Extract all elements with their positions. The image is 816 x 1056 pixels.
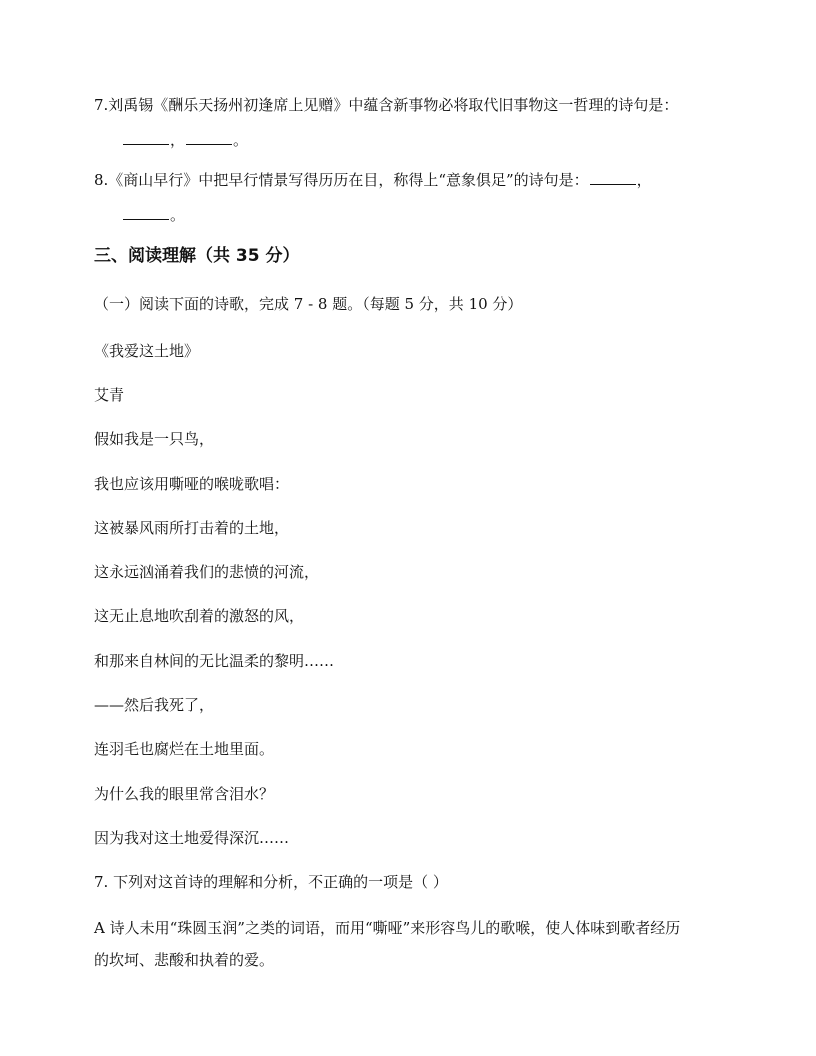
poem-line: 这被暴风雨所打击着的土地， [94,519,290,537]
poem-line: 我也应该用嘶哑的喉咙歌唱： [94,475,290,493]
poem-line: 这永远汹涌着我们的悲愤的河流， [94,563,320,581]
poem-author: 艾青 [94,386,125,404]
poem-line: 这无止息地吹刮着的激怒的风， [94,607,305,625]
poem-line: ——然后我死了， [94,696,215,714]
part-instruction: （一）阅读下面的诗歌，完成 7 - 8 题。（每题 5 分，共 10 分） [94,295,523,313]
period: 。 [170,206,186,224]
comma: ， [170,131,186,149]
poem-line: 和那来自林间的无比温柔的黎明…… [94,652,335,670]
question-7-answer-line [122,130,248,150]
poem-line: 因为我对这土地爱得深沉…… [94,829,290,847]
question-8-fill [94,170,652,190]
answer-blank[interactable] [590,170,636,185]
option-a-line-2: 的坎坷、悲酸和执着的爱。 [94,951,275,969]
answer-blank[interactable] [123,130,169,145]
comma: ， [636,171,652,189]
question-8-text: 8.《商山早行》中把早行情景写得历历在目，称得上“意象俱足”的诗句是： [94,171,589,189]
period: 。 [233,131,249,149]
question-7-fill [94,95,678,115]
poem-line: 连羽毛也腐烂在土地里面。 [94,740,275,758]
question-8-answer-line [122,205,185,225]
answer-blank[interactable] [186,130,232,145]
question-7-text: 7.刘禹锡《酬乐天扬州初逢席上见赠》中蕴含新事物必将取代旧事物这一哲理的诗句是： [94,96,679,114]
poem-line: 假如我是一只鸟， [94,430,215,448]
question-7-stem: 7. 下列对这首诗的理解和分析，不正确的一项是（ ） [94,873,448,891]
poem-title: 《我爱这土地》 [94,342,200,360]
option-a-line-1: A 诗人未用“珠圆玉润”之类的词语，而用“嘶哑”来形容鸟儿的歌喉，使人体味到歌者经历 [94,919,681,937]
poem-line: 为什么我的眼里常含泪水？ [94,785,275,803]
answer-blank[interactable] [123,205,169,220]
section-heading: 三、阅读理解（共 35 分） [94,246,300,266]
